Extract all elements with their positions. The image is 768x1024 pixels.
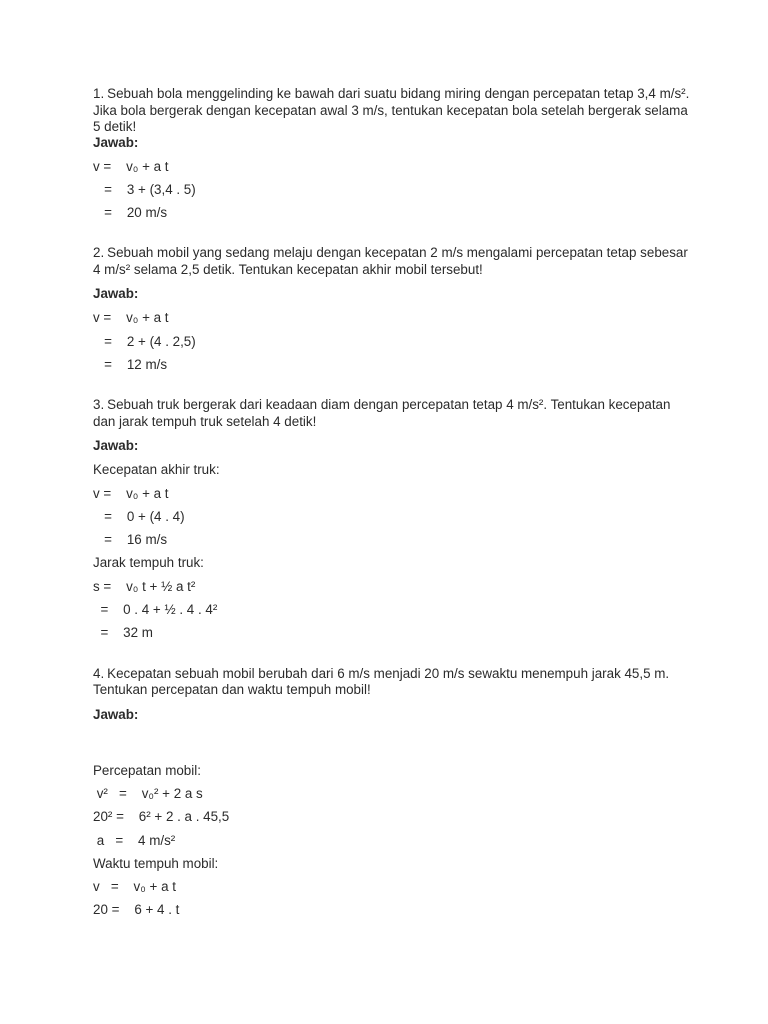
problem-3-number: 3.	[93, 397, 105, 413]
problem-1-answer-label: Jawab:	[93, 134, 139, 150]
problem-3-line-1: Kecepatan akhir truk:	[93, 462, 220, 478]
problem-3-line-2: v = v₀ + a t	[93, 485, 169, 501]
problem-2-line-1: v = v₀ + a t	[93, 310, 169, 326]
problem-4-line-1: Percepatan mobil:	[93, 762, 201, 778]
problem-4-line-2: v² = v₀² + 2 a s	[93, 785, 203, 801]
problem-3-line-5: Jarak tempuh truk:	[93, 555, 204, 571]
document-page	[93, 86, 693, 922]
problem-4-line-3: 20² = 6² + 2 . a . 45,5	[93, 809, 230, 825]
problem-4-text: Kecepatan sebuah mobil berubah dari 6 m/s menjadi 20 m/s sewaktu menempuh jarak 45,5 m. Tentukan percepatan dan waktu tempuh mobil!	[93, 665, 670, 698]
problem-3-line-7: = 0 . 4 + ½ . 4 . 4²	[93, 602, 218, 618]
problem-3	[93, 397, 693, 644]
problem-3-text: Sebuah truk bergerak dari keadaan diam dengan percepatan tetap 4 m/s². Tentukan kecepatan dan jarak tempuh truk setelah 4 detik!	[93, 397, 671, 429]
problem-3-answer-label: Jawab:	[93, 438, 139, 454]
problem-2-answer-label: Jawab:	[93, 286, 139, 302]
problem-2-text: Sebuah mobil yang sedang melaju dengan kecepatan 2 m/s mengalami percepatan tetap sebesar 4 m/s² selama 2,5 detik. Tentukan kecepatan akhir mobil tersebut!	[93, 245, 688, 277]
problem-1-question	[93, 86, 693, 136]
problem-4-line-5: Waktu tempuh mobil:	[93, 855, 219, 871]
problem-1-text: Sebuah bola menggelinding ke bawah dari suatu bidang miring dengan percepatan tetap 3,4 m/s². Jika bola bergerak dengan kecepatan awal 3 m/s, tentukan kecepatan bola setelah bergerak selama 5 detik!	[93, 86, 690, 134]
problem-3-line-8: = 32 m	[93, 625, 153, 641]
problem-4-line-4: a = 4 m/s²	[93, 832, 176, 848]
problem-4-answer-label: Jawab:	[93, 706, 139, 722]
problem-2-number: 2.	[93, 245, 105, 261]
problem-3-line-6: s = v₀ t + ½ a t²	[93, 578, 196, 594]
problem-4-line-7: 20 = 6 + 4 . t	[93, 902, 180, 918]
problem-1	[93, 86, 693, 224]
problem-1-line-1: v = v₀ + a t	[93, 158, 169, 174]
problem-3-line-4: = 16 m/s	[93, 532, 168, 548]
problem-4	[93, 666, 693, 922]
problem-4-number: 4.	[93, 665, 105, 681]
problem-2-question	[93, 245, 693, 278]
problem-3-question	[93, 397, 693, 430]
problem-3-line-3: = 0 + (4 . 4)	[93, 508, 185, 524]
problem-2	[93, 245, 693, 376]
problem-4-line-6: v = v₀ + a t	[93, 879, 176, 895]
problem-1-line-3: = 20 m/s	[93, 205, 168, 221]
problem-1-line-2: = 3 + (3,4 . 5)	[93, 181, 196, 197]
problem-2-line-3: = 12 m/s	[93, 356, 168, 372]
problem-1-number: 1.	[93, 86, 105, 101]
problem-4-question	[93, 666, 693, 699]
problem-2-line-2: = 2 + (4 . 2,5)	[93, 333, 196, 349]
